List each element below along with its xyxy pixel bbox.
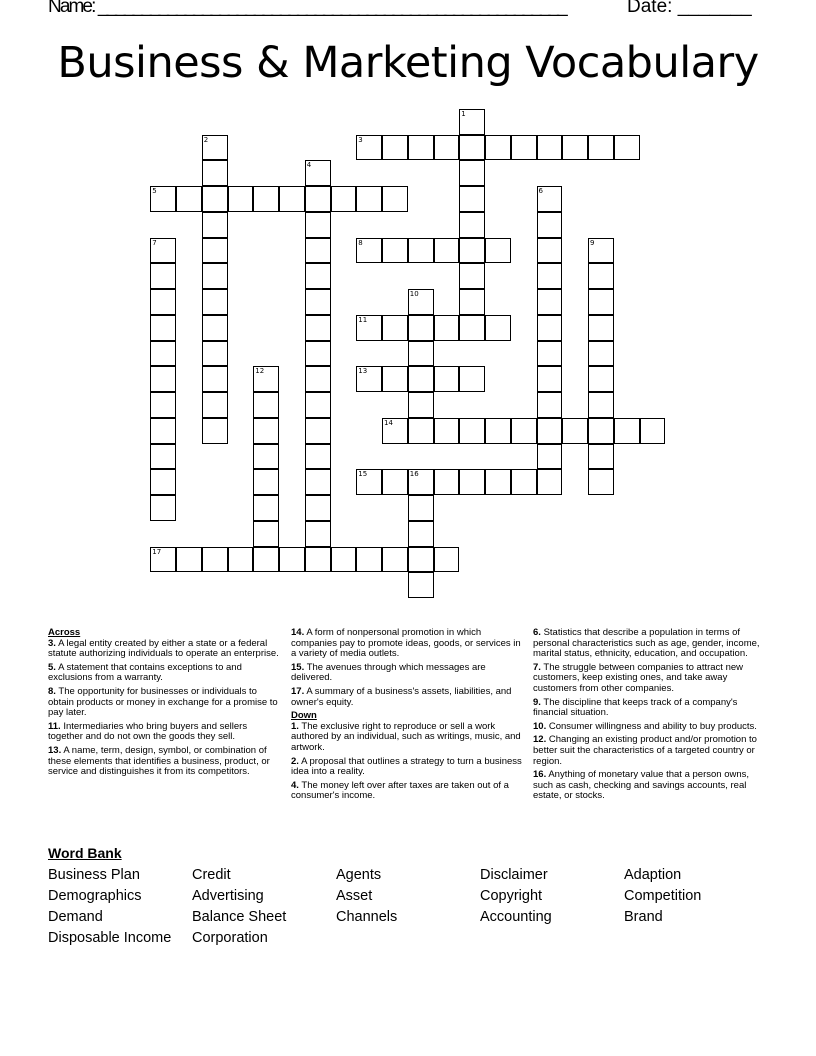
crossword-cell[interactable] <box>537 469 563 495</box>
crossword-cell[interactable] <box>150 495 176 521</box>
clue-number: 10. <box>533 720 547 732</box>
crossword-cell[interactable] <box>588 366 614 392</box>
clue-number: 7. <box>533 661 541 673</box>
crossword-cell[interactable] <box>305 392 331 418</box>
crossword-cell[interactable] <box>614 418 640 444</box>
crossword-cell[interactable] <box>382 418 408 444</box>
crossword-cell[interactable] <box>537 263 563 289</box>
crossword-cell[interactable] <box>537 392 563 418</box>
crossword-cell[interactable] <box>253 186 279 212</box>
clue-down-2 <box>291 757 523 778</box>
crossword-cell[interactable] <box>356 366 382 392</box>
cell-number: 3 <box>358 135 363 144</box>
clue-number: 17. <box>291 685 305 697</box>
crossword-cell[interactable] <box>150 315 176 341</box>
crossword-cell[interactable] <box>176 547 202 573</box>
clue-number: 6. <box>533 627 541 638</box>
cell-number: 7 <box>152 238 157 247</box>
crossword-cell[interactable] <box>382 547 408 573</box>
word-bank-item: Accounting <box>480 909 552 925</box>
crossword-cell[interactable] <box>382 469 408 495</box>
clue-text: A proposal that outlines a strategy to turn a business idea into a reality. <box>291 755 522 778</box>
crossword-cell[interactable] <box>408 392 434 418</box>
crossword-cell[interactable] <box>434 315 460 341</box>
crossword-cell[interactable] <box>434 418 460 444</box>
crossword-cell[interactable] <box>150 341 176 367</box>
crossword-cell[interactable] <box>588 444 614 470</box>
clue-down-16 <box>533 770 768 802</box>
cell-number: 14 <box>384 418 393 427</box>
crossword-cell[interactable] <box>356 315 382 341</box>
crossword-cell[interactable] <box>588 341 614 367</box>
clue-text: The exclusive right to reproduce or sell a work authored by an individual, such as writings, music, and artwork. <box>291 720 521 753</box>
crossword-cell[interactable] <box>434 135 460 161</box>
word-bank-item: Balance Sheet <box>192 909 287 925</box>
crossword-cell[interactable] <box>408 341 434 367</box>
crossword-cell[interactable] <box>459 238 485 264</box>
word-bank-item: Channels <box>336 909 398 925</box>
crossword-cell[interactable] <box>408 135 434 161</box>
crossword-cell[interactable] <box>305 366 331 392</box>
clue-text: Intermediaries who bring buyers and sellers together and do not own the goods they sell. <box>48 720 248 743</box>
crossword-cell[interactable] <box>382 135 408 161</box>
down-heading: Down <box>291 710 317 722</box>
clue-text: Anything of monetary value that a person owns, such as cash, checking and savings accounts, real estate, or stocks. <box>533 769 750 802</box>
crossword-cell[interactable] <box>331 186 357 212</box>
crossword-cell[interactable] <box>176 186 202 212</box>
crossword-cell[interactable] <box>485 238 511 264</box>
clue-number: 12. <box>533 734 547 746</box>
crossword-cell[interactable] <box>253 521 279 547</box>
crossword-cell[interactable] <box>537 444 563 470</box>
clue-down-6 <box>533 628 768 660</box>
crossword-cell[interactable] <box>588 315 614 341</box>
crossword-cell[interactable] <box>253 495 279 521</box>
clue-number: 14. <box>291 627 305 638</box>
cell-number: 15 <box>358 470 368 479</box>
word-bank-item: Demographics <box>48 888 142 904</box>
crossword-cell[interactable] <box>640 418 666 444</box>
crossword-cell[interactable] <box>459 263 485 289</box>
crossword-cell[interactable] <box>537 289 563 315</box>
crossword-cell[interactable] <box>305 186 331 212</box>
cell-number: 13 <box>358 367 368 376</box>
crossword-cell[interactable] <box>408 572 434 598</box>
crossword-cell[interactable] <box>202 263 228 289</box>
clue-number: 2. <box>291 755 299 767</box>
crossword-cell[interactable] <box>202 341 228 367</box>
crossword-cell[interactable] <box>305 495 331 521</box>
clue-text: The money left over after taxes are taken out of a consumer's income. <box>291 779 509 802</box>
crossword-cell[interactable] <box>202 135 228 161</box>
crossword-cell[interactable] <box>202 212 228 238</box>
crossword-cell[interactable] <box>253 469 279 495</box>
crossword-cell[interactable] <box>588 135 614 161</box>
crossword-cell[interactable] <box>305 469 331 495</box>
crossword-cell[interactable] <box>408 238 434 264</box>
clue-across-13 <box>48 746 283 778</box>
crossword-cell[interactable] <box>459 135 485 161</box>
crossword-cell[interactable] <box>537 212 563 238</box>
clue-across-15 <box>291 663 523 684</box>
crossword-cell[interactable] <box>305 263 331 289</box>
crossword-cell[interactable] <box>202 547 228 573</box>
crossword-cell[interactable] <box>228 547 254 573</box>
word-bank-item: Adaption <box>624 867 682 883</box>
clues-column-3 <box>533 628 768 805</box>
crossword-cell[interactable] <box>150 418 176 444</box>
crossword-cell[interactable] <box>228 186 254 212</box>
clue-text: The avenues through which messages are delivered. <box>291 661 486 684</box>
crossword-cell[interactable] <box>408 495 434 521</box>
crossword-cell[interactable] <box>305 289 331 315</box>
crossword-cell[interactable] <box>202 160 228 186</box>
cell-number: 6 <box>538 187 543 196</box>
crossword-cell[interactable] <box>537 341 563 367</box>
clue-text: Statistics that describe a population in terms of personal characteristics such as age, gender, income, marital status, ethnicity, education, and occupation. <box>533 627 760 660</box>
clues-column-1 <box>48 628 283 781</box>
clue-number: 4. <box>291 779 299 791</box>
clue-down-4 <box>291 781 523 802</box>
crossword-cell[interactable] <box>537 418 563 444</box>
crossword-cell[interactable] <box>537 315 563 341</box>
crossword-cell[interactable] <box>356 469 382 495</box>
crossword-cell[interactable] <box>459 418 485 444</box>
crossword-cell[interactable] <box>253 392 279 418</box>
word-bank-item: Competition <box>624 888 702 904</box>
crossword-cell[interactable] <box>537 186 563 212</box>
crossword-cell[interactable] <box>588 289 614 315</box>
crossword-cell[interactable] <box>150 547 176 573</box>
crossword-cell[interactable] <box>459 366 485 392</box>
crossword-cell[interactable] <box>459 469 485 495</box>
crossword-cell[interactable] <box>382 186 408 212</box>
crossword-cell[interactable] <box>331 547 357 573</box>
crossword-cell[interactable] <box>434 366 460 392</box>
clue-text: A legal entity created by either a state or a federal statute authorizing individuals to operate an enterprise. <box>48 637 279 660</box>
crossword-cell[interactable] <box>202 392 228 418</box>
clue-number: 8. <box>48 685 56 697</box>
crossword-cell[interactable] <box>202 366 228 392</box>
clue-text: The discipline that keeps track of a company's financial situation. <box>533 696 738 719</box>
clue-text: The struggle between companies to attract new customers, keep existing ones, and take away customers from other companies. <box>533 661 744 694</box>
crossword-cell[interactable] <box>305 212 331 238</box>
crossword-cell[interactable] <box>408 315 434 341</box>
cell-number: 12 <box>255 367 265 376</box>
clue-down-12 <box>533 735 768 767</box>
clue-text: The opportunity for businesses or individuals to obtain products or money in exchange for a promise to pay later. <box>48 685 278 719</box>
crossword-cell[interactable] <box>305 547 331 573</box>
crossword-cell[interactable] <box>150 238 176 264</box>
crossword-cell[interactable] <box>588 469 614 495</box>
cell-number: 4 <box>306 161 312 170</box>
crossword-cell[interactable] <box>434 547 460 573</box>
crossword-cell[interactable] <box>150 263 176 289</box>
crossword-cell[interactable] <box>305 238 331 264</box>
word-bank-item: Brand <box>624 909 663 925</box>
crossword-cell[interactable] <box>382 238 408 264</box>
crossword-cell[interactable] <box>537 366 563 392</box>
crossword-cell[interactable] <box>253 444 279 470</box>
crossword-cell[interactable] <box>202 418 228 444</box>
clue-text: A name, term, design, symbol, or combination of these elements that identifies a business, product, or service and distinguishes it from its competitors. <box>48 744 270 778</box>
crossword-cell[interactable] <box>202 315 228 341</box>
crossword-cell[interactable] <box>485 469 511 495</box>
crossword-cell[interactable] <box>485 135 511 161</box>
crossword-cell[interactable] <box>459 212 485 238</box>
crossword-cell[interactable] <box>614 135 640 161</box>
clue-text: A statement that contains exceptions to and exclusions from a warranty. <box>48 661 242 684</box>
word-bank <box>48 845 768 946</box>
crossword-cell[interactable] <box>434 469 460 495</box>
crossword-cell[interactable] <box>279 186 305 212</box>
crossword-cell[interactable] <box>382 315 408 341</box>
name-field[interactable]: Name: ______________________________________________________ <box>48 0 566 17</box>
clue-across-8 <box>48 687 283 719</box>
crossword-cell[interactable] <box>150 392 176 418</box>
crossword-cell[interactable] <box>150 469 176 495</box>
cell-number: 17 <box>152 547 162 556</box>
cell-number: 11 <box>358 315 368 324</box>
crossword-cell[interactable] <box>459 186 485 212</box>
crossword-cell[interactable] <box>356 186 382 212</box>
crossword-cell[interactable] <box>253 418 279 444</box>
clue-across-11 <box>48 722 283 743</box>
crossword-cell[interactable] <box>305 315 331 341</box>
crossword-cell[interactable] <box>434 238 460 264</box>
crossword-cell[interactable] <box>253 547 279 573</box>
cell-number: 10 <box>409 290 419 299</box>
word-bank-item: Advertising <box>192 888 264 904</box>
crossword-cell[interactable] <box>305 341 331 367</box>
clue-down-1 <box>291 722 523 754</box>
crossword-cell[interactable] <box>202 238 228 264</box>
crossword-cell[interactable] <box>150 366 176 392</box>
crossword-cell[interactable] <box>459 109 485 135</box>
word-bank-item: Credit <box>192 867 231 883</box>
crossword-cell[interactable] <box>537 135 563 161</box>
clue-across-14 <box>291 628 523 660</box>
word-bank-item: Corporation <box>192 930 268 946</box>
cell-number: 16 <box>409 470 419 479</box>
cell-number: 8 <box>358 238 363 247</box>
crossword-cell[interactable] <box>511 469 537 495</box>
crossword-cell[interactable] <box>408 547 434 573</box>
crossword-cell[interactable] <box>562 135 588 161</box>
clue-text: A form of nonpersonal promotion in which companies pay to promote ideas, goods, or services in a variety of media outlets. <box>291 627 521 660</box>
cell-number: 5 <box>152 187 157 196</box>
clue-number: 5. <box>48 661 56 673</box>
crossword-cell[interactable] <box>588 263 614 289</box>
clue-number: 9. <box>533 696 541 708</box>
crossword-cell[interactable] <box>202 186 228 212</box>
crossword-cell[interactable] <box>485 418 511 444</box>
crossword-cell[interactable] <box>408 366 434 392</box>
clue-down-9 <box>533 698 768 719</box>
crossword-cell[interactable] <box>305 418 331 444</box>
clues-column-2 <box>291 628 523 805</box>
crossword-cell[interactable] <box>150 289 176 315</box>
crossword-cell[interactable] <box>485 315 511 341</box>
across-heading: Across <box>48 627 81 638</box>
clue-number: 16. <box>533 769 547 781</box>
clue-text: Consumer willingness and ability to buy products. <box>548 720 757 732</box>
crossword-cell[interactable] <box>459 289 485 315</box>
crossword-cell[interactable] <box>253 366 279 392</box>
word-bank-title: Word Bank <box>48 845 122 861</box>
clue-across-5 <box>48 663 283 684</box>
crossword-cell[interactable] <box>356 238 382 264</box>
clue-across-17 <box>291 687 523 708</box>
crossword-cell[interactable] <box>511 135 537 161</box>
crossword-cell[interactable] <box>588 392 614 418</box>
clue-text: Changing an existing product and/or promotion to better suit the characteristics of a targeted country or region. <box>533 734 757 767</box>
clue-across-3 <box>48 639 283 660</box>
cell-number: 1 <box>461 109 466 118</box>
crossword-cell[interactable] <box>202 289 228 315</box>
crossword-cell[interactable] <box>408 418 434 444</box>
crossword-cell[interactable] <box>356 547 382 573</box>
clue-number: 3. <box>48 637 56 649</box>
word-bank-item: Demand <box>48 909 103 925</box>
crossword-cell[interactable] <box>459 160 485 186</box>
word-bank-item: Disclaimer <box>480 867 548 883</box>
word-bank-list <box>48 867 768 946</box>
crossword-cell[interactable] <box>511 418 537 444</box>
clue-text: A summary of a business's assets, liabilities, and owner's equity. <box>291 685 512 708</box>
crossword-cell[interactable] <box>459 315 485 341</box>
word-bank-item: Business Plan <box>48 867 140 883</box>
crossword-cell[interactable] <box>382 366 408 392</box>
word-bank-item: Copyright <box>480 888 543 904</box>
crossword-cell[interactable] <box>588 418 614 444</box>
page-title: Business & Marketing Vocabulary <box>57 38 759 88</box>
clue-down-7 <box>533 663 768 695</box>
crossword-cell[interactable] <box>305 160 331 186</box>
word-bank-item: Disposable Income <box>48 930 172 946</box>
crossword-cell[interactable] <box>408 289 434 315</box>
word-bank-item: Agents <box>336 867 382 883</box>
crossword-cell[interactable] <box>588 238 614 264</box>
cell-number: 2 <box>203 135 209 144</box>
date-field[interactable]: Date: _______ <box>627 0 752 17</box>
clue-number: 11. <box>48 720 61 732</box>
crossword-cell[interactable] <box>356 135 382 161</box>
cell-number: 9 <box>590 238 595 247</box>
crossword-cell[interactable] <box>305 521 331 547</box>
clue-number: 13. <box>48 744 62 756</box>
crossword-cell[interactable] <box>150 444 176 470</box>
crossword-cell[interactable] <box>408 521 434 547</box>
crossword-cell[interactable] <box>150 186 176 212</box>
clue-down-10 <box>533 722 768 733</box>
crossword-cell[interactable] <box>562 418 588 444</box>
clue-number: 1. <box>291 720 299 732</box>
crossword-cell[interactable] <box>279 547 305 573</box>
crossword-cell[interactable] <box>305 444 331 470</box>
crossword-cell[interactable] <box>537 238 563 264</box>
clue-number: 15. <box>291 661 305 673</box>
crossword-cell[interactable] <box>408 469 434 495</box>
word-bank-item: Asset <box>336 888 373 904</box>
